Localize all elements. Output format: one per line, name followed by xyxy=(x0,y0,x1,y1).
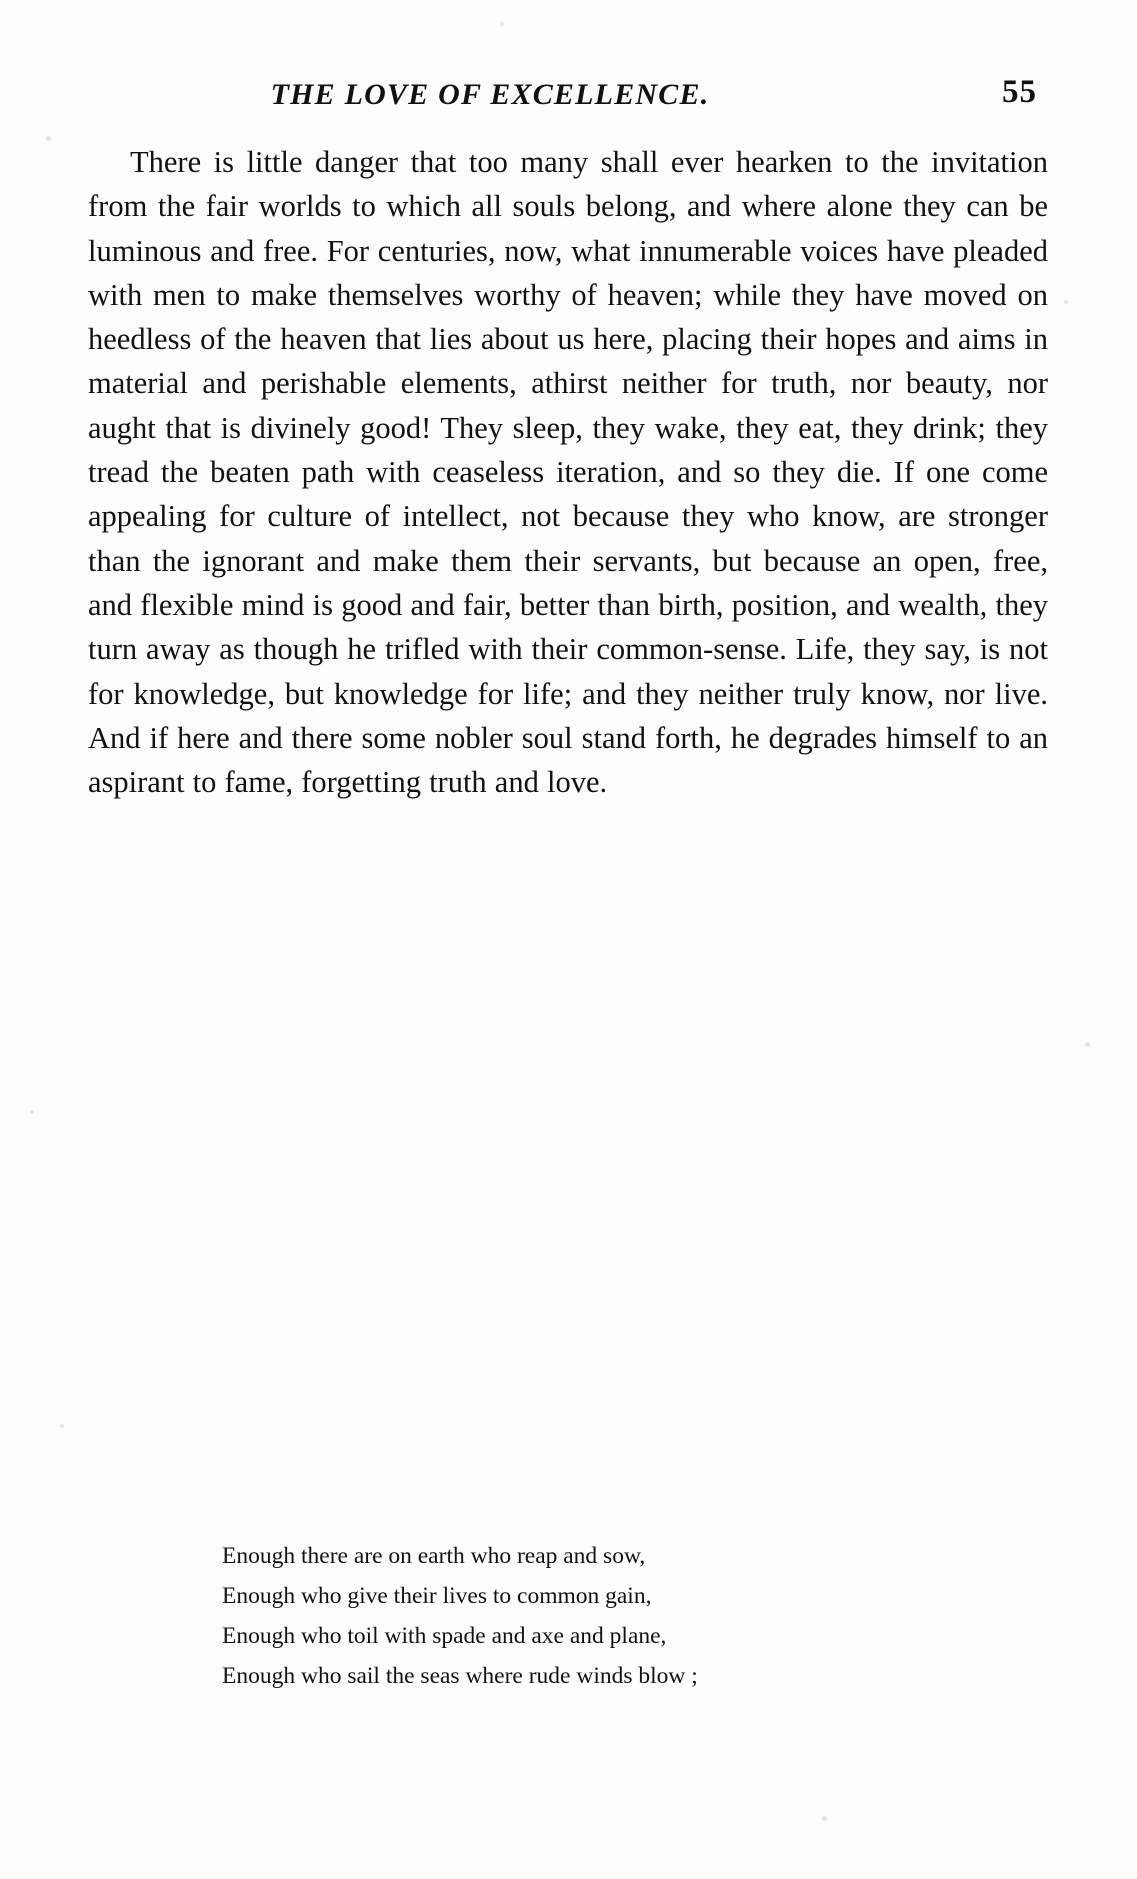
paper-speck xyxy=(46,136,51,141)
paper-speck xyxy=(1085,1042,1090,1047)
verse-line: Enough who sail the seas where rude winds blow ; xyxy=(222,1663,698,1689)
page-header xyxy=(95,74,1045,122)
paper-speck xyxy=(60,1424,64,1428)
running-title: THE LOVE OF EXCELLENCE. xyxy=(270,78,710,111)
page-number: 55 xyxy=(1002,74,1037,110)
verse-line: Enough who toil with spade and axe and plane, xyxy=(222,1623,667,1649)
verse-block xyxy=(222,1536,942,1696)
verse-line: Enough there are on earth who reap and sow, xyxy=(222,1543,646,1569)
paper-speck xyxy=(30,1110,34,1114)
verse-line: Enough who give their lives to common gain, xyxy=(222,1583,652,1609)
paper-speck xyxy=(500,22,504,26)
paragraph xyxy=(88,140,1048,804)
paragraph-text: There is little danger that too many shall ever hearken to the invitation from the fair worlds to which all souls belong, and where alone they can be luminous and free. For centuries, now, what innumerable voices have pleaded with men to make themselves worthy of heaven; while they have moved on heedless of the heaven that lies about us here, placing their hopes and aims in material and perishable elements, athirst neither for truth, nor beauty, nor aught that is divinely good! They sleep, they wake, they eat, they drink; they tread the beaten path with ceaseless iteration, and so they die. If one come appealing for culture of intellect, not because they who know, are stronger than the ignorant and make them their servants, but because an open, free, and flexible mind is good and fair, better than birth, position, and wealth, they turn away as though he trifled with their common-sense. Life, they say, is not for knowledge, but knowledge for life; and they neither truly know, nor live. And if here and there some nobler soul stand forth, he degrades himself to an aspirant to fame, forgetting truth and love. xyxy=(88,145,1048,800)
body-text-block xyxy=(88,140,1048,804)
paper-speck xyxy=(1064,300,1068,304)
paper-speck xyxy=(822,1816,827,1821)
